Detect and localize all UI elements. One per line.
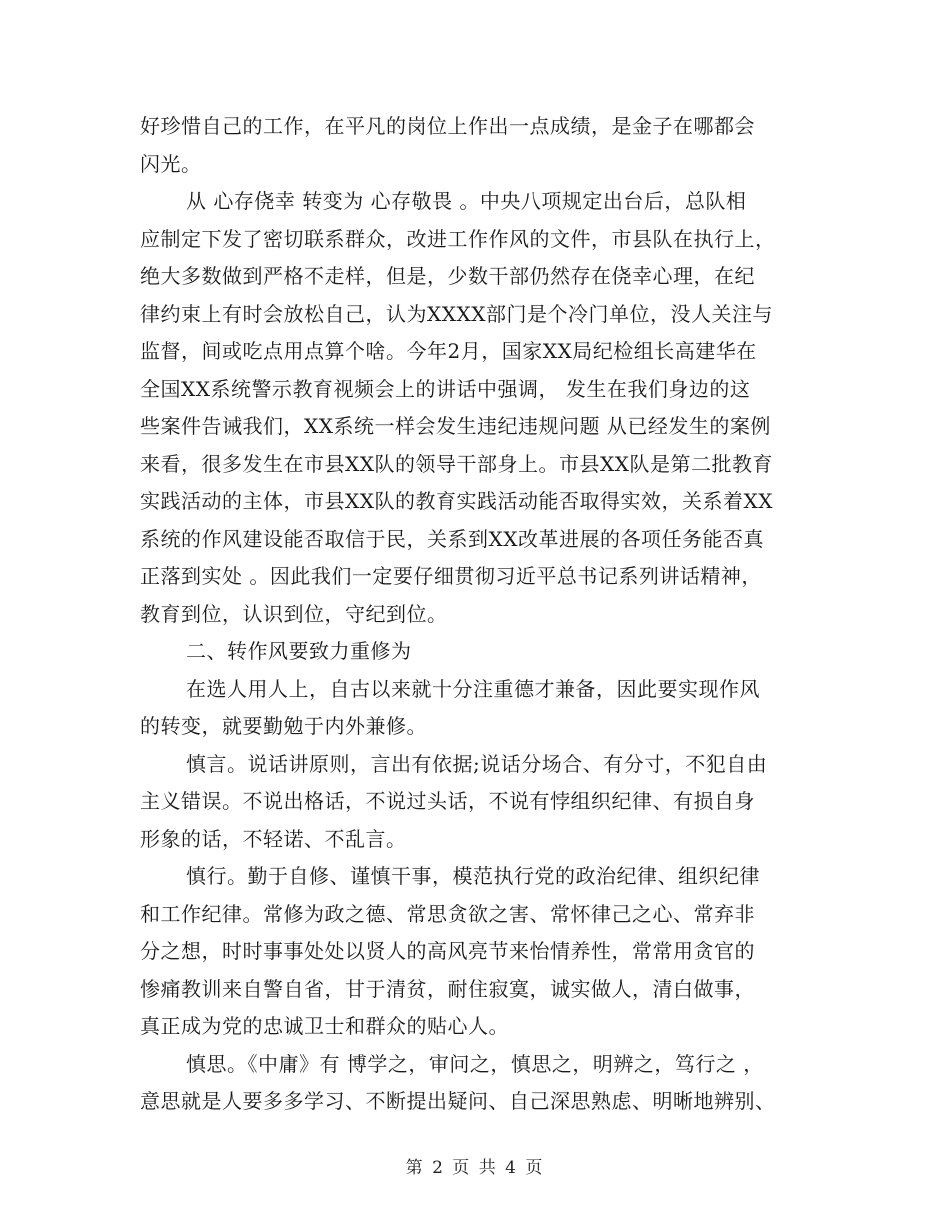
text-line: 好珍惜自己的工作，在平凡的岗位上作出一点成绩，是金子在哪都会 [140,114,755,138]
text-line: 意思就是人要多多学习、不断提出疑问、自己深思熟虑、明晰地辨别、 [140,1089,776,1113]
document-body [140,108,812,1121]
text-line: 全国XX系统警示教育视频会上的讲话中强调， 发生在我们身边的这 [140,376,751,401]
text-line: 和工作纪律。常修为政之德、常思贪欲之害、常怀律己之心、常弃非 [140,901,755,926]
text-line: 来看，很多发生在市县XX队的领导干部身上。市县XX队是第二批教育 [140,451,773,476]
text-line: 些案件告诫我们，XX系统一样会发生违纪违规问题 从已经发生的案例 [140,414,771,438]
text-line: 慎行。勤于自修、谨慎干事，模范执行党的政治纪律、组织纪律 [186,864,760,888]
text-line: 主义错误。不说出格话，不说过头话，不说有悖组织纪律、有损自身 [140,789,755,813]
text-line: 二、转作风要致力重修为 [186,639,412,663]
text-line: 形象的话，不轻诺、不乱言。 [140,826,407,851]
text-line: 监督，间或吃点用点算个啥。今年2月，国家XX局纪检组长高建华在 [140,339,757,363]
text-line: 闪光。 [140,151,202,176]
text-line: 在选人用人上，自古以来就十分注重德才兼备，因此要实现作风 [186,676,760,701]
text-line: 慎思。《中庸》有 博学之，审问之，慎思之，明辨之，笃行之 ， [186,1051,764,1076]
text-line: 系统的作风建设能否取信于民，关系到XX改革进展的各项任务能否真 [140,526,764,551]
text-line: 真正成为党的忠诚卫士和群众的贴心人。 [140,1014,509,1038]
text-line: 律约束上有时会放松自己，认为XXXX部门是个冷门单位，没人关注与 [140,301,773,326]
text-line: 应制定下发了密切联系群众，改进工作作风的文件，市县队在执行上， [140,226,776,251]
text-line: 教育到位，认识到位，守纪到位。 [140,601,448,626]
text-line: 的转变，就要勤勉于内外兼修。 [140,714,427,738]
text-line: 实践活动的主体，市县XX队的教育实践活动能否取得实效，关系着XX [140,489,773,513]
text-line: 从 心存侥幸 转变为 心存敬畏 。中央八项规定出台后，总队相 [186,189,747,213]
text-line: 惨痛教训来自警自省，甘于清贫，耐住寂寞，诚实做人，清白做事， [140,976,755,1001]
page-footer: 第 2 页 共 4 页 [405,1158,545,1178]
text-line: 正落到实处 。因此我们一定要仔细贯彻习近平总书记系列讲话精神， [140,564,762,588]
text-line: 分之想，时时事事处处以贤人的高风亮节来怡情养性，常常用贪官的 [140,939,755,963]
text-line: 慎言。说话讲原则，言出有依据;说话分场合、有分寸，不犯自由 [186,751,768,776]
text-line: 绝大多数做到严格不走样，但是，少数干部仍然存在侥幸心理，在纪 [140,264,755,288]
